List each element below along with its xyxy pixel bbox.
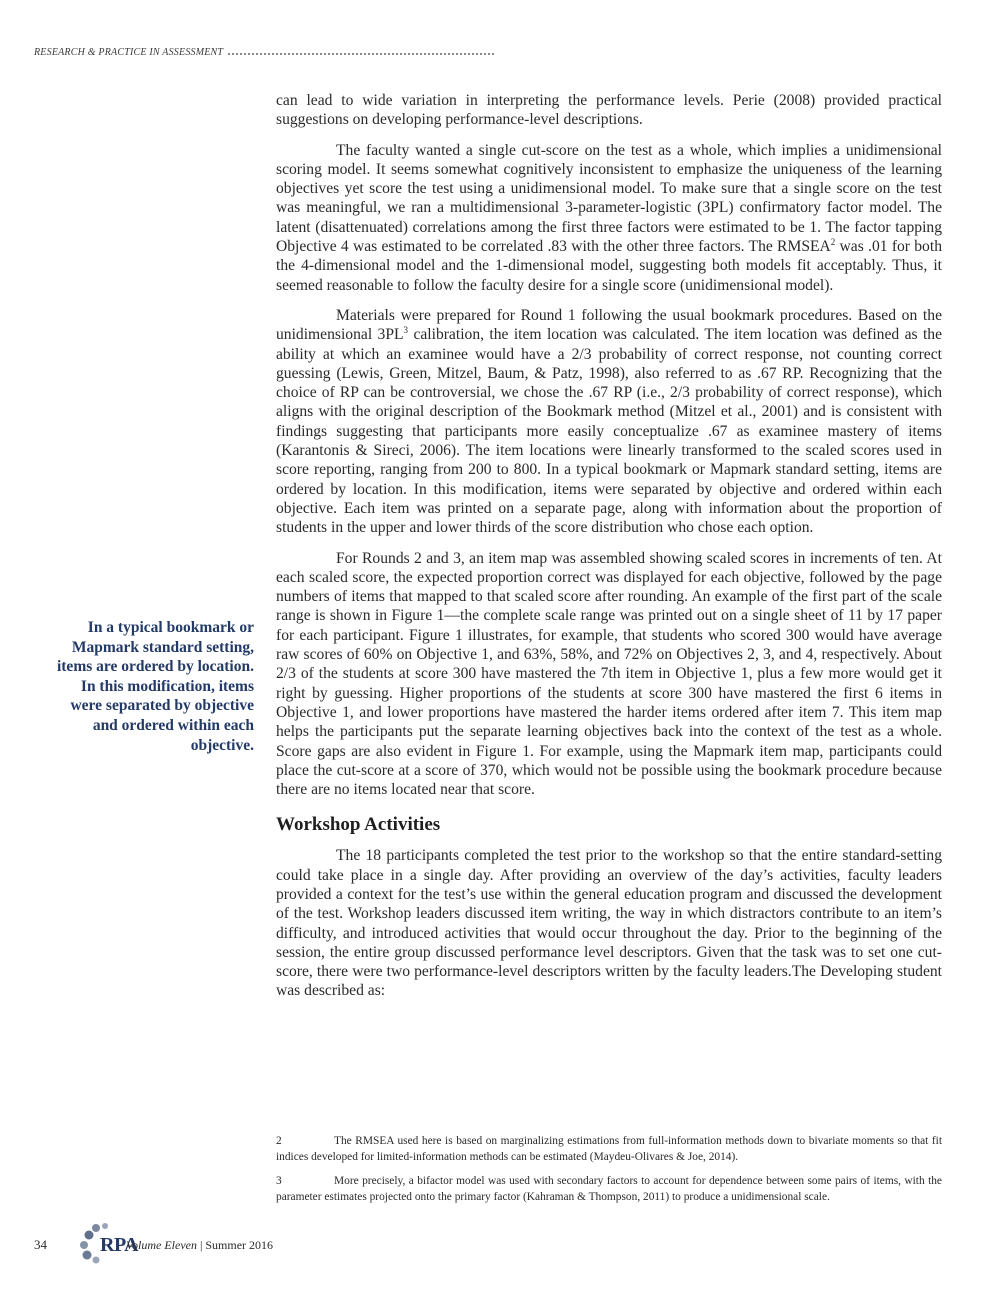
paragraph-5: The 18 participants completed the test prior to the workshop so that the entire standard-setting could take place in a single day. After providing an overview of the day’s activities, faculty leaders provided a context for the test’s use within the general education program and discussed the development of the test. Workshop leaders discussed item writing, the way in which distractors contribute to an item’s difficulty, and introduced activities that would occur throughout the day. Prior to the beginning of the session, the entire group discussed performance level descriptors. Given that the task was to set one cut-score, there were two performance-level descriptors written by the faculty leaders.The Developing student was described as: <box>276 847 942 1000</box>
volume-separator: | <box>196 1238 206 1252</box>
page-number: 34 <box>34 1237 47 1252</box>
paragraph-1: can lead to wide variation in interpreting the performance levels. Perie (2008) provided practical suggestions on developing performance-level descriptions. <box>276 92 942 129</box>
running-head-text: RESEARCH & PRACTICE IN ASSESSMENT <box>34 47 224 58</box>
logo-text: RPA <box>100 1234 139 1256</box>
footnote-3-text: More precisely, a bifactor model was used with secondary factors to account for dependence between some pairs of items, with the parameter estimates projected onto the primary factor (Kahraman & Thompson, 2011) to produce a unidimensional scale. <box>276 1175 942 1203</box>
running-header <box>34 47 494 58</box>
paragraph-2 <box>276 141 942 295</box>
footnote-2-number: 2 <box>276 1135 282 1147</box>
paragraph-3-part-a: Materials were prepared for Round 1 following the usual bookmark procedures. Based on the unidimensional 3PL <box>276 306 942 344</box>
section-heading: Workshop Activities <box>276 814 441 836</box>
paragraph-3 <box>276 306 942 538</box>
footnotes <box>276 1134 942 1214</box>
footnote-ref-2: 2 <box>830 236 836 247</box>
footnote-2 <box>276 1134 942 1165</box>
volume-line <box>126 1238 273 1253</box>
paragraph-4: For Rounds 2 and 3, an item map was assembled showing scaled scores in increments of ten. At each scaled score, the expected proportion correct was displayed for each objective, followed by the page numbers of items that mapped to that scaled score after rounding. An example of the first part of the scale range is shown in Figure 1—the complete scale range was printed out on a single sheet of 11 by 17 paper for each participant. Figure 1 illustrates, for example, that students who scored 300 would have average raw scores of 60% on Objective 1, and 63%, 58%, and 72% on Objectives 2, 3, and 4, respectively. About 2/3 of the students at score 300 have mastered the 7th item in Objective 1, plus a few more would get it right by guessing. Higher proportions of the students at score 300 have mastered the first 6 items in Objective 1, and lower proportions have mastered the harder items ordered after item 7. This item map helps the participants put the separate learning objectives back into the context of the test as a whole. Score gaps are also evident in Figure 1. For example, using the Mapmark item map, participants could place the cut-score at a score of 370, which would not be possible using the bookmark procedure because there are no items located near that score. <box>276 549 942 799</box>
footnote-ref-3: 3 <box>403 325 409 336</box>
issue-label: Summer 2016 <box>205 1238 274 1252</box>
paragraph-3-part-b: calibration, the item location was calculated. The item location was defined as the ability at which an examinee would have a 2/3 probability of correct response, not counting correct guessing (Lewis, Green, Mitzel, Baum, & Patz, 1998), also referred to as .67 RP. Recognizing that the choice of RP can be controversial, we chose the .67 RP (i.e., 2/3 probability of correct response), which aligns with the original description of the Bookmark method (Mitzel et al., 2001) and is consistent with findings suggesting that participants more easily conceptualize .67 as examinee mastery of items (Karantonis & Sireci, 2006). The item locations were linearly transformed to the scaled scores used in score reporting, ranging from 200 to 800. In a typical bookmark or Mapmark standard setting, items are ordered by location. In this modification, items were separated by objective and ordered within each objective. Each item was printed on a separate page, along with information about the proportion of students in the upper and lower thirds of the score distribution who chose each option. <box>276 326 943 537</box>
footnote-2-text: The RMSEA used here is based on marginalizing estimations from full-information methods down to bivariate moments so that fit indices developed for limited-information methods can be estimated (Maydeu-Olivares & Joe, 2014). <box>276 1135 942 1163</box>
paragraph-2-part-a: The faculty wanted a single cut-score on the test as a whole, which implies a unidimensional scoring model. It seems somewhat cognitively inconsistent to emphasize the uniqueness of the learning objectives yet score the test using a unidimensional model. To make sure that a single score on the test was meaningful, we ran a multidimensional 3-parameter-logistic (3PL) confirmatory factor model. The latent (disattenuated) correlations among the first three factors were estimated to be 1. The factor tapping Objective 4 was estimated to be correlated .83 with the other three factors. The RMSEA <box>276 141 942 256</box>
running-head-dotted-rule <box>228 53 494 55</box>
footnote-3-number: 3 <box>276 1175 282 1187</box>
pull-quote: In a typical bookmark or Mapmark standard setting, items are ordered by location. In this modification, items were separated by objective and ordered within each objective. <box>56 619 254 754</box>
volume-label: Volume Eleven <box>126 1238 197 1252</box>
page-footer <box>34 1222 274 1266</box>
footnote-3 <box>276 1174 942 1205</box>
paragraph-2-part-b: was .01 for both the 4-dimensional model and the 1-dimensional model, suggesting both models fit acceptably. Thus, it seemed reasonable to follow the faculty desire for a single score (unidimensional model). <box>276 238 942 294</box>
main-column <box>276 91 942 1012</box>
